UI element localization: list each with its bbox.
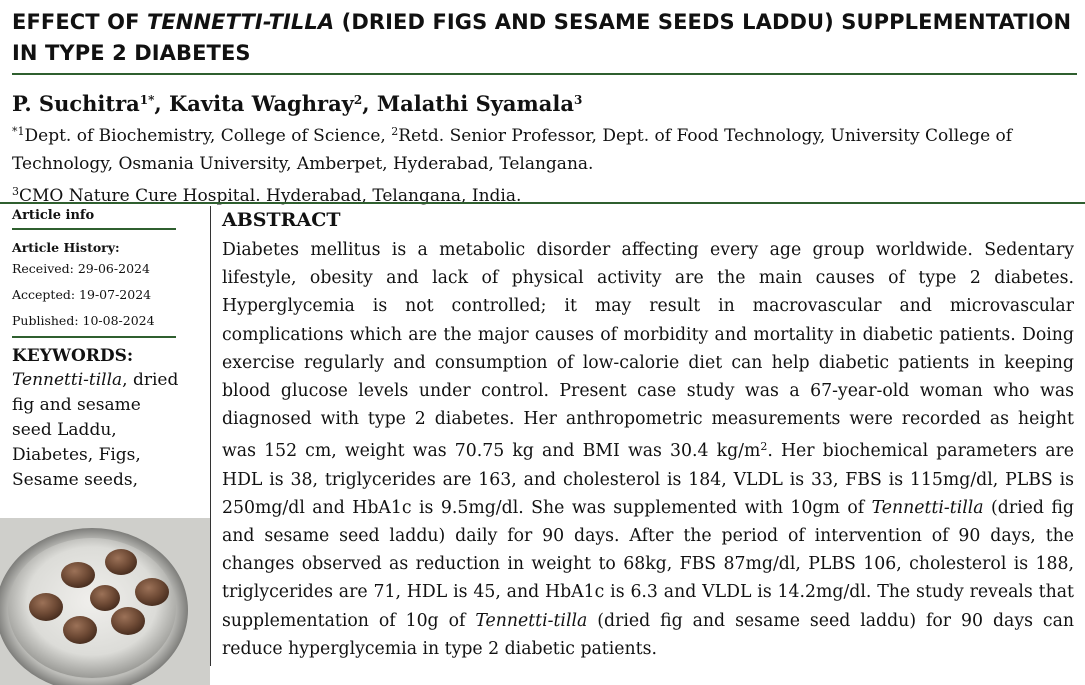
laddu-plate-image <box>0 518 210 685</box>
bmi-unit-sup: 2 <box>760 440 768 454</box>
laddu-plate-photo <box>0 518 210 685</box>
abstract-body <box>222 236 1074 663</box>
header-rule <box>0 202 1085 204</box>
article-info-rule <box>12 228 176 230</box>
keywords-list <box>12 368 182 493</box>
affiliation-1-sup: *1 <box>12 125 25 138</box>
article-history-heading: Article History: <box>12 240 120 255</box>
author-3-sup: 3 <box>573 93 583 107</box>
title-suffix: (DRIED FIGS AND SESAME SEEDS LADDU) SUPPLEMENTATION IN TYPE 2 DIABETES <box>12 10 1072 65</box>
abstract-heading: ABSTRACT <box>222 209 341 231</box>
title-prefix: EFFECT OF <box>12 10 147 34</box>
abstract-italic-1: Tennetti-tilla <box>871 497 984 518</box>
accepted-date: Accepted: 19-07-2024 <box>12 287 152 302</box>
title-italic: TENNETTI-TILLA <box>146 10 335 34</box>
author-list: P. Suchitra$^{1*}$, Kavita Waghray$^2$, Malathi Syamala$^3$ <box>12 91 583 116</box>
column-divider <box>210 206 211 666</box>
author-2: Kavita Waghray <box>169 91 354 116</box>
affiliation-1-text-a: Dept. of Biochemistry, College of Science, <box>24 126 392 146</box>
history-rule <box>12 336 176 338</box>
paper-title <box>12 7 1077 69</box>
received-date: Received: 29-06-2024 <box>12 261 150 276</box>
author-2-sup: 2 <box>353 93 363 107</box>
affiliation-2-sup: 2 <box>391 125 399 138</box>
abstract-part-1: Diabetes mellitus is a metabolic disorder affecting every age group worldwide. Sedentary lifestyle, obesity and lack of physical activity are the main causes of type 2 diabetes. Hyperglycemia is not controlled; it may result in macrovascular and microvascular complications which are the major causes of morbidity and mortality in diabetic patients. Doing exercise regularly and consumption of low-calorie diet can help diabetic patients in keeping blood glucose levels under control. Present case study was a 67-year-old woman who was diagnosed with type 2 diabetes. Her anthropometric measurements were recorded as height was 152 cm, weight was 70.75 kg and BMI was 30.4 kg/m <box>222 240 1074 462</box>
affiliation-1 <box>12 118 1077 178</box>
abstract-italic-2: Tennetti-tilla <box>475 610 588 631</box>
keywords-heading: KEYWORDS: <box>12 346 134 366</box>
affiliation-1-text-b: Retd. Senior Professor, Dept. of Food Technology, University College of Technology, Osmania University, Amberpet, Hyderabad, Telangana. <box>12 126 1013 174</box>
affiliation-3-sup: 3 <box>12 185 19 198</box>
article-info-panel <box>12 206 180 493</box>
author-1: P. Suchitra <box>12 91 140 116</box>
affiliations <box>12 118 1077 210</box>
keywords-rest: , dried fig and sesame seed Laddu, Diabetes, Figs, Sesame seeds, <box>12 370 179 490</box>
abstract-part-2: . Her biochemical parameters are HDL is 38, triglycerides are 163, and cholesterol is 184, VLDL is 33, FBS is 115mg/dl, PLBS is 250mg/dl and HbA1c is 9.5mg/dl. She was supplemented with 10gm of <box>222 441 1074 518</box>
published-date: Published: 10-08-2024 <box>12 313 155 328</box>
title-rule <box>12 73 1077 75</box>
article-info-heading: Article info <box>12 208 95 223</box>
affiliation-3-text: CMO Nature Cure Hospital. Hyderabad, Telangana, India. <box>19 186 522 206</box>
keyword-italic: Tennetti-tilla <box>12 370 123 390</box>
abstract-part-4: (dried fig and sesame seed laddu) for 90 days can reduce hyperglycemia in type 2 diabetic patients. <box>222 610 1075 659</box>
author-1-sup: 1* <box>139 93 155 107</box>
abstract-part-3: (dried fig and sesame seed laddu) daily for 90 days. After the period of intervention of 90 days, the changes observed as reduction in weight to 68kg, FBS 87mg/dl, PLBS 106, cholesterol is 188, triglycerides are 71, HDL is 45, and HbA1c is 6.3 and VLDL is 14.2mg/dl. The study reveals that supplementation of 10g of <box>222 497 1074 631</box>
author-3: Malathi Syamala <box>376 91 574 116</box>
